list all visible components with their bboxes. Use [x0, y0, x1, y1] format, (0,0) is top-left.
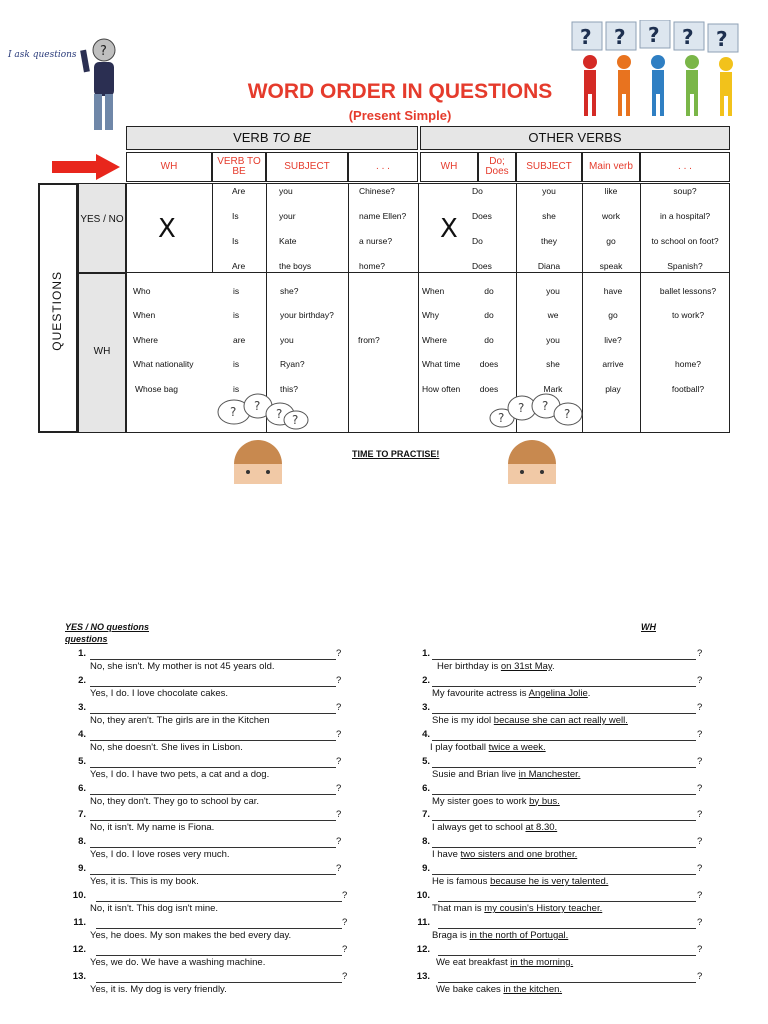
wh-subject-cell: you: [280, 335, 294, 345]
yes-no-subject-cell: you: [279, 186, 293, 196]
question-mark: ?: [336, 674, 342, 686]
answer-line-input[interactable]: [438, 955, 696, 956]
question-mark: ?: [697, 701, 703, 713]
col-subject: SUBJECT: [266, 152, 348, 182]
answer-line-input[interactable]: [96, 928, 342, 929]
other-verbs-header: OTHER VERBS: [420, 126, 730, 150]
exercise-number: 6.: [422, 782, 430, 794]
wh-rest-other-cell: ballet lessons?: [659, 286, 717, 296]
exercise-answer: Yes, I do. I love roses very much.: [90, 849, 230, 861]
answer-line-input[interactable]: [90, 686, 336, 687]
wh-do-cell: does: [479, 359, 499, 369]
yes-no-subject-cell: your: [279, 211, 296, 221]
question-mark: ?: [697, 836, 703, 848]
question-mark: ?: [697, 755, 703, 767]
question-mark: ?: [697, 809, 703, 821]
wh-section-title: WH: [641, 622, 656, 632]
svg-text:?: ?: [100, 44, 107, 59]
yes-no-subject-other-cell: they: [540, 236, 558, 246]
svg-text:?: ?: [292, 413, 299, 427]
yes-no-do-cell: Do: [472, 236, 483, 246]
exercise-number: 1.: [422, 648, 430, 659]
yes-no-subject-cell: Kate: [279, 236, 297, 246]
question-mark: ?: [697, 728, 703, 740]
svg-text:?: ?: [716, 27, 728, 51]
wh-word-cell: Who: [133, 286, 151, 296]
wh-subject-cell: she?: [280, 286, 299, 296]
exercise-number: 12.: [416, 943, 430, 955]
yes-no-section-title-2: questions: [65, 634, 108, 644]
yes-no-label-cell: [78, 183, 126, 273]
question-mark: ?: [336, 782, 342, 794]
wh-other-word-cell: What time: [422, 359, 461, 369]
wh-verb-cell: is: [233, 384, 240, 394]
svg-text:?: ?: [518, 401, 525, 415]
wh-main-verb-cell: have: [603, 286, 623, 296]
exercise-answer: No, they don't. They go to school by car.: [90, 795, 260, 807]
exercise-number: 8.: [78, 836, 86, 848]
question-mark: ?: [697, 648, 703, 659]
yes-no-subject-cell: the boys: [279, 261, 312, 271]
wh-do-cell: do: [484, 310, 494, 320]
exercise-number: 6.: [78, 782, 86, 794]
answer-line-input[interactable]: [432, 659, 696, 660]
thinking-person-illustration: [72, 36, 132, 132]
yes-no-verb-cell: Is: [232, 211, 239, 221]
answer-line-input[interactable]: [90, 659, 336, 660]
exercise-answer: Braga is in the north of Portugal.: [432, 930, 569, 941]
yes-no-subject-other-cell: she: [542, 211, 556, 221]
exercise-number: 8.: [422, 836, 430, 848]
wh-other-word-cell: When: [422, 286, 445, 296]
wh-other-word-cell: Where: [422, 335, 448, 345]
yes-no-label: YES / NO: [80, 214, 124, 225]
exercise-number: 11.: [73, 917, 86, 928]
question-mark: ?: [342, 890, 348, 902]
exercise-answer: We bake cakes in the kitchen.: [436, 983, 563, 995]
wh-do-cell: do: [484, 286, 494, 296]
exercise-answer: Yes, it is. This is my book.: [90, 876, 199, 888]
wh-subject-other-cell: we: [547, 310, 559, 320]
exercise-number: 2.: [422, 674, 430, 686]
answer-line-input[interactable]: [432, 713, 696, 714]
yes-no-do-cell: Does: [472, 261, 492, 271]
exercise-number: 3.: [78, 701, 86, 713]
exercise-answer: Yes, he does. My son makes the bed every day.: [90, 930, 292, 941]
wh-subject-other-cell: she: [546, 359, 560, 369]
answer-line-input[interactable]: [432, 820, 696, 821]
wh-verb-cell: is: [233, 286, 240, 296]
answer-line-input[interactable]: [96, 901, 342, 902]
yes-no-verb-cell: Are: [232, 186, 246, 196]
answer-line-input[interactable]: [90, 740, 336, 741]
thinking-head-illustration-left: [208, 392, 318, 484]
yes-no-main-verb-cell: like: [604, 186, 618, 196]
wh-do-cell: does: [479, 384, 499, 394]
answer-line-input[interactable]: [90, 847, 336, 848]
svg-text:?: ?: [542, 399, 549, 413]
yes-no-verb-cell: Are: [232, 261, 246, 271]
wh-rest-other-cell: to work?: [671, 310, 705, 320]
yes-no-rest-cell: Chinese?: [359, 186, 395, 196]
svg-text:?: ?: [276, 407, 283, 421]
exercise-answer: No, she isn't. My mother is not 45 years old.: [90, 661, 275, 672]
svg-text:?: ?: [230, 405, 237, 419]
figure-caption: I ask questions: [8, 50, 77, 60]
exercise-number: 4.: [422, 728, 430, 740]
yes-no-subject-other-cell: you: [542, 186, 556, 196]
time-to-practise-heading: TIME TO PRACTISE!: [352, 449, 440, 459]
wh-other-word-cell: How often: [422, 384, 461, 394]
col-rest-other: . . .: [640, 152, 730, 182]
yes-no-rest-other-cell: in a hospital?: [659, 211, 711, 221]
wh-do-cell: do: [484, 335, 494, 345]
col-wh-other: WH: [420, 152, 478, 182]
yes-no-main-verb-cell: work: [602, 211, 620, 221]
wh-verb-cell: are: [233, 335, 246, 345]
x-mark-to-be: X: [158, 214, 176, 244]
exercise-number: 13.: [72, 970, 86, 982]
wh-subject-other-cell: Mark: [543, 384, 563, 394]
yes-no-subject-other-cell: Diana: [537, 261, 561, 271]
exercise-number: 12.: [72, 943, 86, 955]
answer-line-input[interactable]: [96, 955, 342, 956]
answer-line-input[interactable]: [438, 928, 696, 929]
wh-verb-cell: is: [233, 310, 240, 320]
wh-word-cell: Whose bag: [135, 384, 178, 394]
exercise-answer: I play football twice a week.: [430, 741, 546, 753]
col-wh: WH: [126, 152, 212, 182]
question-mark: ?: [697, 674, 703, 686]
page-subtitle: (Present Simple): [348, 108, 452, 123]
question-mark: ?: [697, 782, 703, 794]
exercise-number: 9.: [422, 863, 430, 875]
exercise-answer: She is my idol because she can act really well.: [432, 714, 628, 726]
yes-no-rest-other-cell: soup?: [673, 186, 697, 196]
yes-no-verb-cell: Is: [232, 236, 239, 246]
question-mark: ?: [336, 728, 342, 740]
exercise-answer: Yes, we do. We have a washing machine.: [90, 956, 266, 968]
exercise-answer: That man is my cousin's History teacher.: [432, 903, 603, 915]
verb-to-be-header: VERB TO BE: [126, 126, 418, 150]
answer-line-input[interactable]: [432, 847, 696, 848]
yes-no-main-verb-cell: speak: [599, 261, 623, 271]
wh-word-cell: When: [133, 310, 156, 320]
answer-line-input[interactable]: [90, 820, 336, 821]
question-mark: ?: [342, 943, 348, 955]
answer-line-input[interactable]: [432, 767, 696, 768]
exercise-number: 5.: [78, 755, 86, 767]
wh-subject-cell: your birthday?: [280, 310, 334, 320]
exercise-answer: My sister goes to work by bus.: [432, 795, 560, 807]
yes-no-rest-other-cell: Spanish?: [667, 261, 703, 271]
answer-line-input[interactable]: [432, 794, 696, 795]
page-title: WORD ORDER IN QUESTIONS: [247, 80, 553, 103]
exercise-number: 9.: [78, 863, 86, 875]
exercise-answer: No, it isn't. This dog isn't mine.: [90, 903, 219, 915]
question-mark: ?: [697, 890, 703, 902]
yes-no-do-cell: Does: [472, 211, 492, 221]
thinking-head-illustration-right: [482, 392, 592, 484]
answer-line-input[interactable]: [432, 874, 696, 875]
answer-line-input[interactable]: [90, 767, 336, 768]
exercise-number: 13.: [416, 970, 430, 982]
col-main-verb: Main verb: [582, 152, 640, 182]
question-mark: ?: [336, 863, 342, 875]
exercise-answer: Her birthday is on 31st May.: [437, 661, 555, 672]
exercise-answer: Yes, I do. I have two pets, a cat and a dog.: [90, 768, 270, 780]
col-subject-other: SUBJECT: [516, 152, 582, 182]
question-mark: ?: [342, 970, 348, 982]
wh-main-verb-cell: go: [608, 310, 618, 320]
question-mark: ?: [336, 836, 342, 848]
yes-no-main-verb-cell: go: [606, 236, 616, 246]
question-mark: ?: [336, 755, 342, 767]
exercise-number: 1.: [78, 648, 86, 659]
wh-subject-cell: Ryan?: [280, 359, 305, 369]
question-mark: ?: [342, 917, 348, 928]
exercise-answer: My favourite actress is Angelina Jolie.: [432, 687, 591, 699]
wh-subject-cell: this?: [280, 384, 298, 394]
wh-rest-other-cell: football?: [671, 384, 705, 394]
yes-no-rest-cell: name Ellen?: [359, 211, 407, 221]
wh-verb-cell: is: [233, 359, 240, 369]
wh-subject-other-cell: you: [546, 335, 560, 345]
svg-text:?: ?: [254, 399, 261, 413]
yes-no-rest-cell: a nurse?: [359, 236, 393, 246]
exercise-number: 10.: [416, 890, 430, 902]
wh-main-verb-cell: live?: [604, 335, 622, 345]
exercise-answer: Susie and Brian live in Manchester.: [432, 768, 581, 780]
answer-line-input[interactable]: [90, 713, 336, 714]
x-mark-other: X: [440, 214, 458, 244]
yes-no-rest-other-cell: to school on foot?: [651, 236, 719, 246]
exercise-answer: Yes, I do. I love chocolate cakes.: [90, 687, 229, 699]
wh-subject-other-cell: you: [546, 286, 560, 296]
svg-text:?: ?: [648, 23, 660, 47]
question-mark: ?: [697, 863, 703, 875]
people-question-illustration: [570, 20, 746, 120]
col-do-does: Do; Does: [478, 152, 516, 182]
exercise-number: 5.: [422, 755, 430, 767]
col-verb-to-be: VERB TO BE: [212, 152, 266, 182]
question-mark: ?: [697, 943, 703, 955]
exercise-number: 4.: [78, 728, 86, 740]
svg-text:?: ?: [564, 407, 571, 421]
exercise-answer: We eat breakfast in the morning.: [436, 956, 574, 968]
answer-line-input[interactable]: [438, 901, 696, 902]
wh-main-verb-cell: play: [605, 384, 621, 394]
yes-no-section-title: YES / NO questions: [65, 622, 150, 632]
exercise-number: 7.: [78, 809, 86, 821]
question-mark: ?: [697, 917, 703, 928]
side-label-cell: [38, 183, 78, 433]
exercise-answer: I always get to school at 8.30.: [432, 822, 558, 834]
wh-word-cell: Where: [133, 335, 159, 345]
answer-line-input[interactable]: [90, 794, 336, 795]
exercise-answer: I have two sisters and one brother.: [432, 849, 578, 861]
wh-label: WH: [93, 346, 111, 357]
exercise-answer: No, it isn't. My name is Fiona.: [90, 822, 215, 834]
exercise-number: 11.: [417, 917, 430, 928]
svg-text:?: ?: [580, 25, 592, 49]
answer-line-input[interactable]: [438, 982, 696, 983]
question-mark: ?: [336, 648, 342, 659]
col-rest: . . .: [348, 152, 418, 182]
red-arrow-icon: [52, 154, 122, 180]
exercise-answer: No, they aren't. The girls are in the Kitchen: [90, 714, 270, 726]
answer-line-input[interactable]: [432, 740, 696, 741]
exercise-number: 2.: [78, 674, 86, 686]
wh-word-cell: What nationality: [133, 359, 194, 369]
wh-rest-cell: from?: [358, 335, 380, 345]
svg-text:?: ?: [498, 411, 505, 425]
svg-text:?: ?: [682, 25, 694, 49]
answer-line-input[interactable]: [432, 686, 696, 687]
question-mark: ?: [336, 809, 342, 821]
wh-other-word-cell: Why: [422, 310, 439, 320]
answer-line-input[interactable]: [96, 982, 342, 983]
side-label: QUESTIONS: [50, 271, 64, 351]
wh-main-verb-cell: arrive: [602, 359, 624, 369]
question-mark: ?: [336, 701, 342, 713]
exercise-number: 7.: [422, 809, 430, 821]
wh-rest-other-cell: home?: [675, 359, 701, 369]
question-mark: ?: [697, 970, 703, 982]
answer-line-input[interactable]: [90, 874, 336, 875]
yes-no-rest-cell: home?: [359, 261, 385, 271]
svg-text:?: ?: [614, 25, 626, 49]
wh-label-cell: [78, 273, 126, 433]
exercise-number: 3.: [422, 701, 430, 713]
exercise-answer: He is famous because he is very talented.: [432, 876, 609, 888]
exercise-answer: No, she doesn't. She lives in Lisbon.: [90, 741, 243, 753]
exercise-number: 10.: [72, 890, 86, 902]
exercise-answer: Yes, it is. My dog is very friendly.: [90, 983, 227, 995]
yes-no-do-cell: Do: [472, 186, 483, 196]
